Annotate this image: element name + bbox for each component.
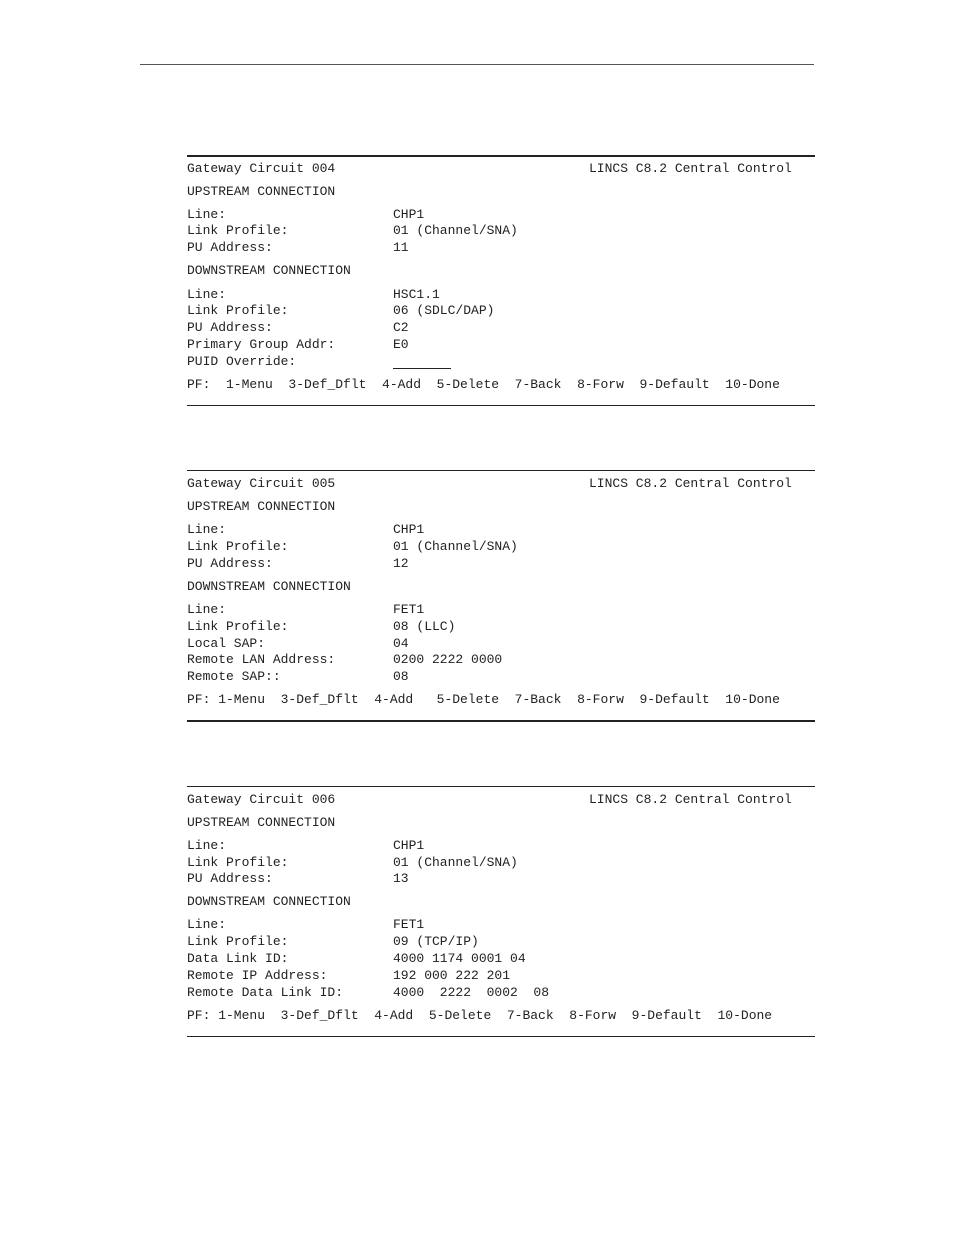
downstream-pu-address-label: PU Address:: [187, 320, 273, 335]
remote-sap-label: Remote SAP::: [187, 669, 281, 684]
upstream-link-profile-label: Link Profile:: [187, 855, 289, 870]
downstream-line-label: Line:: [187, 287, 227, 302]
upstream-heading: UPSTREAM CONNECTION: [187, 815, 336, 830]
upstream-pu-address-value: 12: [393, 556, 409, 571]
puid-override-field[interactable]: [393, 368, 451, 369]
downstream-heading: DOWNSTREAM CONNECTION: [187, 263, 351, 278]
downstream-pu-address-value: C2: [393, 320, 409, 335]
upstream-heading: UPSTREAM CONNECTION: [187, 184, 336, 199]
screen-top-border: [187, 155, 815, 157]
upstream-line-value: CHP1: [393, 207, 425, 222]
downstream-link-profile-label: Link Profile:: [187, 934, 289, 949]
pf-key-bar: PF: 1-Menu 3-Def_Dflt 4-Add 5-Delete 7-Back 8-Forw 9-Default 10-Done: [187, 377, 780, 392]
screen-bottom-border: [187, 405, 815, 406]
downstream-heading: DOWNSTREAM CONNECTION: [187, 894, 351, 909]
local-sap-label: Local SAP:: [187, 636, 266, 651]
circuit-title: Gateway Circuit 006: [187, 792, 336, 807]
upstream-pu-address-label: PU Address:: [187, 556, 273, 571]
remote-ip-address-label: Remote IP Address:: [187, 968, 328, 983]
upstream-pu-address-value: 11: [393, 240, 409, 255]
primary-group-addr-label: Primary Group Addr:: [187, 337, 336, 352]
page-header-rule: [140, 64, 814, 65]
downstream-link-profile-label: Link Profile:: [187, 303, 289, 318]
remote-ip-address-value: 192 000 222 201: [393, 968, 511, 983]
product-title: LINCS C8.2 Central Control: [589, 792, 792, 807]
product-title: LINCS C8.2 Central Control: [589, 476, 792, 491]
remote-data-link-id-value: 4000 2222 0002 08: [393, 985, 550, 1000]
local-sap-value: 04: [393, 636, 409, 651]
downstream-link-profile-value: 08 (LLC): [393, 619, 456, 634]
screen-bottom-border: [187, 720, 815, 722]
upstream-line-label: Line:: [187, 838, 227, 853]
downstream-line-value: FET1: [393, 602, 425, 617]
screen-top-border: [187, 786, 815, 787]
screen-top-border: [187, 470, 815, 471]
upstream-line-value: CHP1: [393, 838, 425, 853]
data-link-id-label: Data Link ID:: [187, 951, 289, 966]
downstream-link-profile-value: 06 (SDLC/DAP): [393, 303, 495, 318]
data-link-id-value: 4000 1174 0001 04: [393, 951, 526, 966]
remote-sap-value: 08: [393, 669, 409, 684]
downstream-link-profile-value: 09 (TCP/IP): [393, 934, 479, 949]
remote-data-link-id-label: Remote Data Link ID:: [187, 985, 344, 1000]
upstream-link-profile-value: 01 (Channel/SNA): [393, 539, 518, 554]
circuit-title: Gateway Circuit 005: [187, 476, 336, 491]
upstream-pu-address-label: PU Address:: [187, 240, 273, 255]
remote-lan-address-label: Remote LAN Address:: [187, 652, 336, 667]
screen-bottom-border: [187, 1036, 815, 1037]
pf-key-bar: PF: 1-Menu 3-Def_Dflt 4-Add 5-Delete 7-Back 8-Forw 9-Default 10-Done: [187, 692, 780, 707]
upstream-line-label: Line:: [187, 522, 227, 537]
remote-lan-address-value: 0200 2222 0000: [393, 652, 503, 667]
circuit-title: Gateway Circuit 004: [187, 161, 336, 176]
pf-key-bar: PF: 1-Menu 3-Def_Dflt 4-Add 5-Delete 7-Back 8-Forw 9-Default 10-Done: [187, 1008, 773, 1023]
primary-group-addr-value: E0: [393, 337, 409, 352]
upstream-line-label: Line:: [187, 207, 227, 222]
upstream-pu-address-label: PU Address:: [187, 871, 273, 886]
downstream-line-label: Line:: [187, 602, 227, 617]
downstream-line-label: Line:: [187, 917, 227, 932]
product-title: LINCS C8.2 Central Control: [589, 161, 792, 176]
upstream-link-profile-label: Link Profile:: [187, 223, 289, 238]
upstream-link-profile-label: Link Profile:: [187, 539, 289, 554]
puid-override-label: PUID Override:: [187, 354, 297, 369]
upstream-link-profile-value: 01 (Channel/SNA): [393, 223, 518, 238]
upstream-link-profile-value: 01 (Channel/SNA): [393, 855, 518, 870]
downstream-link-profile-label: Link Profile:: [187, 619, 289, 634]
upstream-line-value: CHP1: [393, 522, 425, 537]
downstream-line-value: FET1: [393, 917, 425, 932]
upstream-heading: UPSTREAM CONNECTION: [187, 499, 336, 514]
downstream-heading: DOWNSTREAM CONNECTION: [187, 579, 351, 594]
upstream-pu-address-value: 13: [393, 871, 409, 886]
downstream-line-value: HSC1.1: [393, 287, 440, 302]
